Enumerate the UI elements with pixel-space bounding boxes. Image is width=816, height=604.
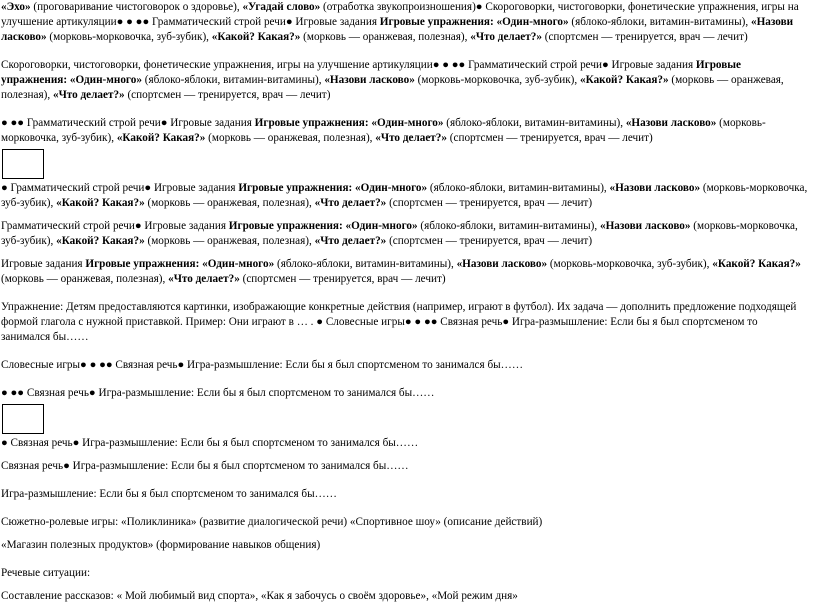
paragraph-5 xyxy=(1,219,809,249)
text: (морковь-морковочка, зуб-зубик), xyxy=(1,182,808,209)
game-one-many: Игровые упражнения: «Один-много» xyxy=(1,59,741,86)
paragraph-11: Связная речь● Игра-размышление: Если бы я был спортсменом то занимался бы…… xyxy=(1,460,409,472)
text: (яблоко-яблоки, витамин-витамины), xyxy=(141,74,325,86)
game-which: «Какой? Какая?» xyxy=(56,197,145,209)
game-what-does: «Что делает?» xyxy=(470,31,542,43)
game-name-tenderly: «Назови ласково» xyxy=(1,16,794,43)
game-one-many: Игровые упражнения: «Один-много» xyxy=(238,182,428,194)
text: (морковь-морковочка, зуб-зубик), xyxy=(1,117,766,144)
game-what-does: «Что делает?» xyxy=(314,197,387,209)
paragraph-2 xyxy=(1,58,809,103)
text: (яблоко-яблоки, витамин-витамины), xyxy=(417,220,600,232)
game-echo: «Эхо» xyxy=(1,1,31,13)
paragraph-6 xyxy=(1,257,809,287)
text: (яблоко-яблоки, витамин-витамины), xyxy=(274,258,457,270)
paragraph-13: Сюжетно-ролевые игры: «Поликлиника» (развитие диалогической речи) «Спортивное шоу» (описание действий) xyxy=(1,516,543,528)
paragraph-12: Игра-размышление: Если бы я был спортсменом то занимался бы…… xyxy=(1,488,337,500)
text: (морковь — оранжевая, полезная), xyxy=(205,132,376,144)
game-guess-word: «Угадай слово» xyxy=(242,1,321,13)
paragraph-7: Упражнение: Детям предоставляются картинки, изображающие конкретные действия (например, играют в футбол). Их задача — дополнить предложение подходящей формой глагола с нужной приставкой. Пример: Они играют в … . ● Словесные игры● ● ●● Связная речь● Игра-размышление: Если бы я был спортсменом то занимался бы…… xyxy=(1,301,797,343)
paragraph-16: Составление рассказов: « Мой любимый вид спорта», «Как я забочусь о своём здоровье», «Мой режим дня» xyxy=(1,590,518,602)
game-which: «Какой? Какая?» xyxy=(580,74,669,86)
text: (проговаривание чистоговорок о здоровье), xyxy=(30,1,243,13)
text: ● ●● Грамматический строй речи● Игровые задания xyxy=(1,117,255,129)
text: (яблоко-яблоки, витамин-витамины), xyxy=(568,16,751,28)
paragraph-10: ● Связная речь● Игра-размышление: Если бы я был спортсменом то занимался бы…… xyxy=(1,437,419,449)
text: (морковь — оранжевая, полезная), xyxy=(144,197,315,209)
game-name-tenderly: «Назови ласково» xyxy=(324,74,415,86)
text: Грамматический строй речи● Игровые задания xyxy=(1,220,229,232)
paragraph-14: «Магазин полезных продуктов» (формирование навыков общения) xyxy=(1,539,321,551)
text: (морковь-морковочка, зуб-зубик), xyxy=(414,74,581,86)
paragraph-3 xyxy=(1,116,809,146)
text: (яблоко-яблоки, витамин-витамины), xyxy=(443,117,626,129)
game-name-tenderly: «Назови ласково» xyxy=(599,220,691,232)
game-what-does: «Что делает?» xyxy=(52,89,125,101)
text: (спортсмен — тренируется, врач — лечит) xyxy=(239,273,446,285)
text: (спортсмен — тренируется, врач — лечит) xyxy=(386,235,593,247)
empty-image-box xyxy=(2,149,44,179)
game-what-does: «Что делает?» xyxy=(168,273,240,285)
text: (морковь — оранжевая, полезная), xyxy=(1,74,784,101)
game-one-many: Игровые упражнения: «Один-много» xyxy=(254,117,444,129)
game-one-many: Игровые упражнения: «Один-много» xyxy=(228,220,418,232)
text: (морковь-морковочка, зуб-зубик), xyxy=(46,31,212,43)
paragraph-4 xyxy=(1,181,809,211)
text: ● Грамматический строй речи● Игровые задания xyxy=(1,182,239,194)
text: Игровые задания xyxy=(1,258,86,270)
paragraph-1 xyxy=(1,0,809,45)
text: (морковь — оранжевая, полезная), xyxy=(1,273,169,285)
game-name-tenderly: «Назови ласково» xyxy=(456,258,548,270)
text: (морковь — оранжевая, полезная), xyxy=(300,31,471,43)
text: (яблоко-яблоки, витамин-витамины), xyxy=(427,182,610,194)
game-name-tenderly: «Назови ласково» xyxy=(625,117,717,129)
game-one-many: Игровые упражнения: «Один-много» xyxy=(379,16,569,28)
text: (отработка звукопроизношения) xyxy=(320,1,476,13)
text: (спортсмен — тренируется, врач — лечит) xyxy=(541,31,748,43)
text: Скороговорки, чистоговорки, фонетические упражнения, игры на улучшение артикуляции● ● ●● Грамматический строй речи● Игровые задания xyxy=(1,59,696,71)
text: ● Скороговорки, чистоговорки, фонетические упражнения, игры на улучшение артикуляции● ● ●● Грамматический строй речи● Игровые задания xyxy=(1,1,799,28)
paragraph-15: Речевые ситуации: xyxy=(1,567,91,579)
text: (морковь-морковочка, зуб-зубик), xyxy=(547,258,713,270)
text: (спортсмен — тренируется, врач — лечит) xyxy=(446,132,653,144)
game-which: «Какой? Какая?» xyxy=(211,31,301,43)
game-name-tenderly: «Назови ласково» xyxy=(609,182,701,194)
paragraph-9: ● ●● Связная речь● Игра-размышление: Если бы я был спортсменом то занимался бы…… xyxy=(1,387,435,399)
text: (спортсмен — тренируется, врач — лечит) xyxy=(124,89,331,101)
game-which: «Какой? Какая?» xyxy=(116,132,206,144)
text: (морковь — оранжевая, полезная), xyxy=(144,235,315,247)
text: (морковь-морковочка, зуб-зубик), xyxy=(1,220,798,247)
empty-image-box xyxy=(2,404,44,434)
game-one-many: Игровые упражнения: «Один-много» xyxy=(85,258,275,270)
text: (спортсмен — тренируется, врач — лечит) xyxy=(386,197,593,209)
game-which: «Какой? Какая?» xyxy=(712,258,801,270)
game-what-does: «Что делает?» xyxy=(314,235,387,247)
game-which: «Какой? Какая?» xyxy=(56,235,145,247)
paragraph-8: Словесные игры● ● ●● Связная речь● Игра-размышление: Если бы я был спортсменом то занимался бы…… xyxy=(1,359,524,371)
game-what-does: «Что делает?» xyxy=(375,132,447,144)
